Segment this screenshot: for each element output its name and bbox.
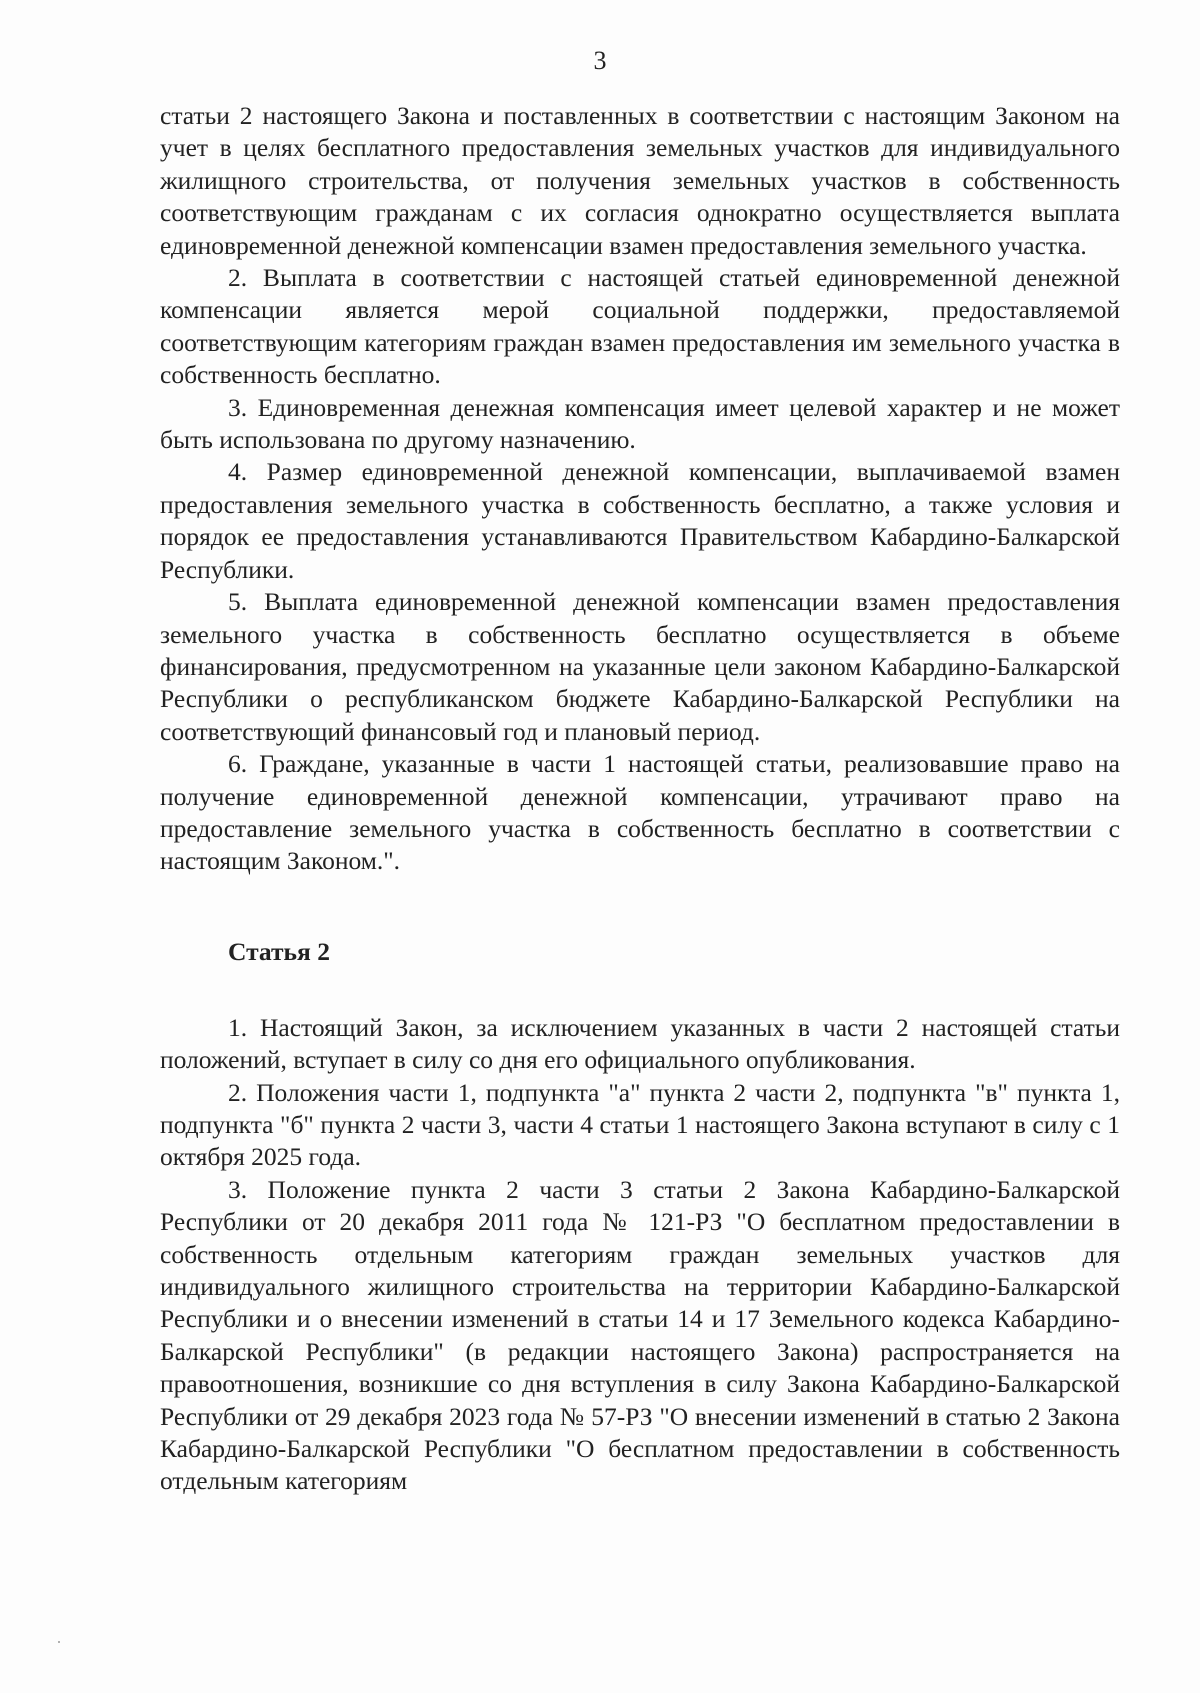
paragraph-item-4: 4. Размер единовременной денежной компенсации, выплачиваемой взамен предоставления земельного участка в собственность бесплатно, а также условия и порядок ее предоставления устанавливаются Правительством Кабардино-Балкарской Республики. [160, 457, 1120, 584]
page-number: 3 [593, 46, 607, 75]
paragraph-item-6: 6. Граждане, указанные в части 1 настоящей статьи, реализовавшие право на получение единовременной денежной компенсации, утрачивают право на предоставление земельного участка в собственность бесплатно в соответствии с настоящим Законом.". [160, 749, 1120, 876]
paragraph-continuation: статьи 2 настоящего Закона и поставленных в соответствии с настоящим Законом на учет в целях бесплатного предоставления земельных участков для индивидуального жилищного строительства, от получения земельных участков в собственность соответствующим гражданам с их согласия однократно осуществляется выплата единовременной денежной компенсации взамен предоставления земельного участка. [160, 101, 1120, 260]
article2-paragraph-2: 2. Положения части 1, подпункта "а" пункта 2 части 2, подпункта "в" пункта 1, подпункта "б" пункта 2 части 3, части 4 статьи 1 настоящего Закона вступают в силу с 1 октября 2025 года. [160, 1077, 1120, 1172]
paragraph-item-5: 5. Выплата единовременной денежной компенсации взамен предоставления земельного участка в собственность бесплатно осуществляется в объеме финансирования, предусмотренном на указанные цели законом Кабардино-Балкарской Республики о республиканском бюджете Кабардино-Балкарской Республики на соответствующий финансовый год и плановый период. [160, 587, 1120, 746]
article2-paragraph-1: 1. Настоящий Закон, за исключением указанных в части 2 настоящей статьи положений, вступает в силу со дня его официального опубликования. [160, 1012, 1120, 1075]
article-heading: Статья 2 [228, 936, 330, 966]
scan-speck [58, 1641, 60, 1643]
article2-paragraph-3: 3. Положение пункта 2 части 3 статьи 2 Закона Кабардино-Балкарской Республики от 20 декабря 2011 года № 121-РЗ "О бесплатном предоставлении в собственность отдельным категориям граждан земельных участков для индивидуального жилищного строительства на территории Кабардино-Балкарской Республики и о внесении изменений в статьи 14 и 17 Земельного кодекса Кабардино-Балкарской Республики" (в редакции настоящего Закона) распространяется на правоотношения, возникшие со дня вступления в силу Закона Кабардино-Балкарской Республики от 29 декабря 2023 года № 57-РЗ "О внесении изменений в статью 2 Закона Кабардино-Балкарской Республики "О бесплатном предоставлении в собственность отдельным категориям [160, 1174, 1120, 1496]
paragraph-item-3: 3. Единовременная денежная компенсация имеет целевой характер и не может быть использована по другому назначению. [160, 392, 1120, 455]
paragraph-item-2: 2. Выплата в соответствии с настоящей статьей единовременной денежной компенсации является мерой социальной поддержки, предоставляемой соответствующим категориям граждан взамен предоставления им земельного участка в собственность бесплатно. [160, 263, 1120, 390]
document-body [160, 100, 1120, 1498]
